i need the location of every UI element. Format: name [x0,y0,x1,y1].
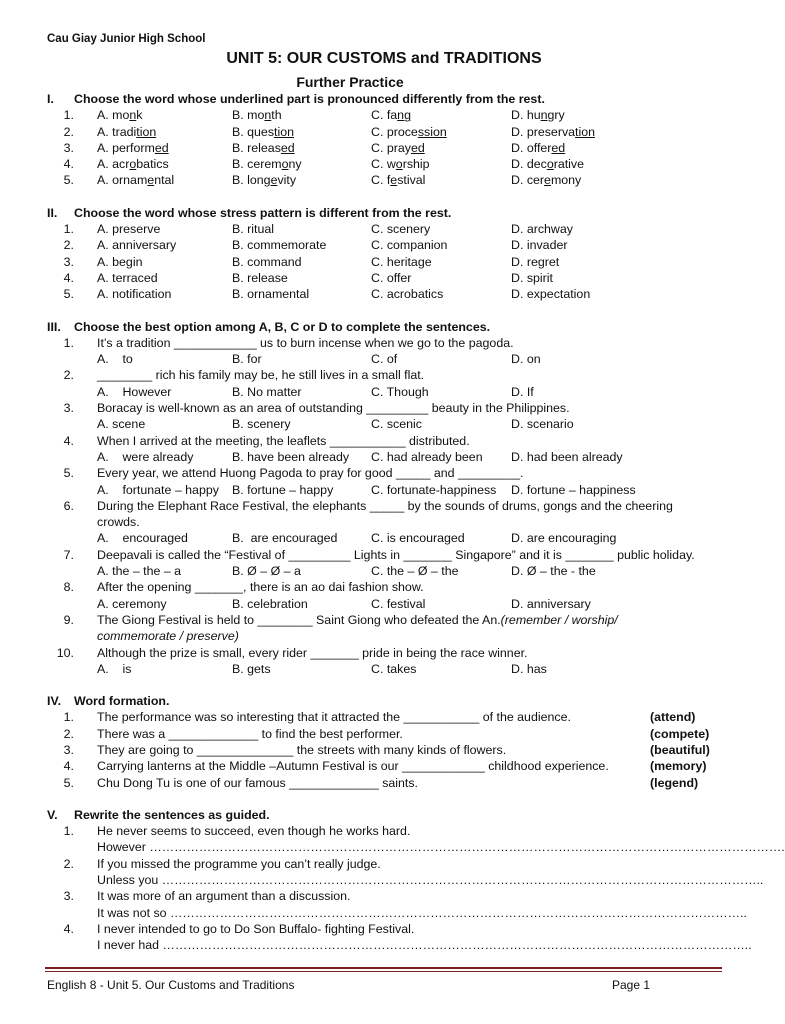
item-number: 8. [63,580,74,595]
word-hint: (attend) [650,710,696,725]
item-number: 1. [63,222,74,237]
option-d: D. fortune – happiness [511,482,636,497]
option-d [511,140,641,156]
item-number: 5. [63,287,74,302]
footer-rule-thin [45,971,722,972]
underlined-part: n [129,108,137,123]
options-row [47,596,727,612]
option-b: B. are encouraged [232,531,338,546]
options-row [47,563,727,579]
item-number: 9. [63,612,74,627]
underlined-part: tion [274,124,295,139]
indent [47,628,97,644]
item-number: 3. [63,889,74,904]
question-text: The performance was so interesting that it attracted the ___________ of the audience. [97,710,571,725]
underlined-part: ed [154,140,169,155]
question-text: They are going to ______________ the streets with many kinds of flowers. [97,742,507,757]
footer-rule [45,967,722,969]
item-number: 2. [63,124,74,139]
heading-text: Choose the word whose stress pattern is different from the rest. [74,205,452,220]
underlined-part: ssion [417,124,447,139]
option-c [371,172,511,188]
option-c: C. companion [371,238,448,253]
question-row-continued [47,514,727,530]
option-c [371,124,511,140]
question-text: Every year, we attend Huong Pagoda to pray for good _____ and _________. [97,466,524,481]
option-b: B. scenery [232,417,291,432]
option-c: C. of [371,352,398,367]
question-text: crowds. [97,515,140,530]
question-text: When I arrived at the meeting, the leaflets ___________ distributed. [97,433,470,448]
option-c [371,107,511,123]
question-row [47,498,727,514]
heading-text: Choose the word whose underlined part is pronounced differently from the rest. [74,92,545,106]
option-b: B. release [232,270,288,285]
item-number: 4. [63,157,74,172]
underlined-part: e [147,173,155,188]
option-d: D. are encouraging [511,531,617,546]
option-a: A. ceremony [97,596,167,611]
question-row [47,124,727,140]
option-text: gry [547,108,565,123]
option-text: A. ornam [97,173,148,188]
option-text: A. acr [97,157,130,172]
option-text: ny [288,157,302,172]
underlined-part: e [390,173,398,188]
option-c: C. heritage [371,254,432,269]
answer-line [47,937,752,953]
section-heading [47,319,727,335]
unit-title: UNIT 5: OUR CUSTOMS and TRADITIONS [226,50,542,67]
option-text: C. w [371,157,396,172]
option-text: k [136,108,143,123]
option-d [511,156,641,172]
option-d: D. archway [511,222,573,237]
options-hint: commemorate / preserve) [97,629,239,644]
subtitle: Further Practice [296,74,404,90]
question-text: If you missed the programme you can’t really judge. [97,856,381,871]
option-a: A. However [97,384,172,399]
question-row [47,758,727,774]
item-number: 3. [63,742,74,757]
question-text: Deepavali is called the “Festival of _________ Lights in _______ Singapore” and it is _______ public holiday. [97,547,695,562]
option-text: C. fa [371,108,398,123]
option-text: ntal [154,173,175,188]
option-a: A. fortunate – happy [97,482,219,497]
question-text: It was more of an argument than a discussion. [97,889,351,904]
option-a: A. preserve [97,222,161,237]
answer-blank: However ………………………………………………………………………………………………………………………………………. [97,840,785,855]
options-row [47,449,727,465]
option-text: C. f [371,173,391,188]
option-c: C. fortunate-happiness [371,482,497,497]
option-b: B. celebration [232,596,308,611]
indent [47,937,97,953]
underlined-part: n [540,108,548,123]
question-row [47,726,727,742]
question-text: After the opening _______, there is an ao dai fashion show. [97,580,424,595]
section-pronunciation [47,91,727,189]
item-number: 4. [63,270,74,285]
question-text: He never seems to succeed, even though he works hard. [97,824,411,839]
indent [47,872,97,888]
option-text: rative [553,157,585,172]
option-text: stival [397,173,426,188]
option-text: A. perform [97,140,155,155]
section-heading [47,693,727,709]
underlined-part: e [270,173,278,188]
answer-line [47,905,747,921]
question-row [47,921,727,937]
underlined-part: ed [280,140,295,155]
option-a: A. is [97,661,132,676]
option-c: C. acrobatics [371,287,444,302]
option-d: D. Ø – the - the [511,564,596,579]
question-text: Carrying lanterns at the Middle –Autumn Festival is our ____________ childhood experience. [97,759,609,774]
option-d: D. spirit [511,270,553,285]
indent [47,482,97,498]
indent [47,563,97,579]
option-b: B. have been already [232,449,350,464]
option-b [232,124,371,140]
option-b [232,172,371,188]
question-row [47,270,727,286]
options-row [47,351,727,367]
option-c: C. the – Ø – the [371,564,459,579]
answer-line [47,839,785,855]
option-text: B. releas [232,140,281,155]
item-number: 4. [63,433,74,448]
option-text: B. mo [232,108,265,123]
option-text: B. long [232,173,271,188]
option-c: C. Though [371,384,429,399]
option-b: B. ornamental [232,287,310,302]
question-row [47,237,727,253]
question-text: I never intended to go to Do Son Buffalo- fighting Festival. [97,921,415,936]
option-a [97,140,232,156]
question-row [47,709,727,725]
option-a: A. notification [97,287,172,302]
content [47,91,785,954]
option-a: A. to [97,352,133,367]
word-hint: (memory) [650,759,707,774]
question-row [47,612,727,628]
option-a: A. encouraged [97,531,188,546]
section-word-formation [47,693,727,791]
option-b [232,156,371,172]
indent [47,596,97,612]
heading-text: Choose the best option among A, B, C or D to complete the sentences. [74,319,491,334]
question-row [47,367,727,383]
question-row [47,823,727,839]
option-d: D. anniversary [511,596,591,611]
option-b: B. ritual [232,222,275,237]
option-b: B. commemorate [232,238,327,253]
question-row [47,400,727,416]
item-number: 2. [63,368,74,383]
indent [47,514,97,530]
item-number: 3. [63,401,74,416]
options-row [47,661,727,677]
question-row [47,856,727,872]
section-multiple-choice [47,319,727,678]
option-c: C. had already been [371,449,483,464]
option-c [371,156,511,172]
item-number: 1. [63,108,74,123]
underlined-part: o [281,157,289,172]
question-row [47,465,727,481]
answer-blank: I never had …………………………………………………………………………………………………………………………….. [97,938,752,953]
answer-line [47,872,764,888]
option-c: C. festival [371,596,426,611]
word-hint: (beautiful) [650,742,710,757]
question-row [47,254,727,270]
question-text: Although the prize is small, every rider _______ pride in being the race winner. [97,645,528,660]
roman-numeral: V. [47,807,58,822]
indent [47,416,97,432]
option-b: B. fortune – happy [232,482,334,497]
option-a: A. the – the – a [97,564,182,579]
heading-text: Rewrite the sentences as guided. [74,807,270,822]
underlined-part: n [264,108,272,123]
underlined-part: e [544,173,551,188]
footer-title: English 8 - Unit 5. Our Customs and Traditions [47,978,295,992]
item-number: 1. [63,824,74,839]
option-text: D. hu [511,108,541,123]
option-text: batics [136,157,169,172]
item-number: 6. [63,498,74,513]
option-b: B. for [232,352,262,367]
option-text: rship [402,157,430,172]
option-a: A. anniversary [97,238,177,253]
question-text: ________ rich his family may be, he still lives in a small flat. [97,368,425,383]
option-d: D. on [511,352,541,367]
question-row [47,547,727,563]
roman-numeral: II. [47,205,58,220]
answer-blank: It was not so ………………………………………………………………………………………………………………………….. [97,905,747,920]
option-text: D. dec [511,157,547,172]
option-d: D. regret [511,254,560,269]
options-row [47,384,727,400]
indent [47,384,97,400]
item-number: 1. [63,710,74,725]
options-hint: (remember / worship/ [500,612,618,627]
indent [47,351,97,367]
question-row-continued [47,628,727,644]
option-a: A. terraced [97,270,158,285]
question-row [47,107,727,123]
item-number: 2. [63,856,74,871]
underlined-part: o [129,157,137,172]
item-number: 5. [63,466,74,481]
question-row [47,645,727,661]
option-text: B. ques [232,124,275,139]
option-text: A. tradi [97,124,137,139]
question-row [47,433,727,449]
item-number: 10. [56,645,74,660]
option-text: vity [277,173,297,188]
indent [47,661,97,677]
item-number: 4. [63,759,74,774]
item-number: 4. [63,921,74,936]
word-hint: (legend) [650,775,699,790]
section-heading [47,807,727,823]
option-b: B. No matter [232,384,302,399]
item-number: 5. [63,775,74,790]
section-heading [47,205,727,221]
indent [47,839,97,855]
underlined-part: ng [397,108,411,123]
roman-numeral: IV. [47,694,62,709]
option-d [511,124,641,140]
option-a [97,172,232,188]
question-row [47,742,727,758]
indent [47,449,97,465]
school-name: Cau Giay Junior High School [47,33,206,45]
item-number: 2. [63,726,74,741]
option-c: C. scenic [371,417,422,432]
question-text: It’s a tradition ____________ us to burn incense when we go to the pagoda. [97,335,514,350]
question-row [47,140,727,156]
option-d [511,107,641,123]
option-text: mony [550,173,582,188]
underlined-part: o [395,157,403,172]
section-stress [47,205,727,303]
page-number: Page 1 [612,978,651,992]
item-number: 2. [63,238,74,253]
underlined-part: ed [410,140,425,155]
options-row [47,530,727,546]
word-hint: (compete) [650,726,710,741]
question-row [47,888,727,904]
option-b: B. command [232,254,302,269]
option-d [511,172,641,188]
option-d: D. If [511,384,534,399]
question-row [47,221,727,237]
option-a: A. were already [97,449,194,464]
option-c: C. takes [371,661,417,676]
question-row [47,286,727,302]
option-text: th [271,108,282,123]
item-number: 3. [63,254,74,269]
question-row [47,775,727,791]
answer-blank: Unless you ……………………………………………………………………………………………………………………………….. [97,873,764,888]
option-text: D. preserva [511,124,576,139]
option-text: C. pray [371,140,411,155]
option-b [232,140,371,156]
roman-numeral: III. [47,319,61,334]
option-text: D. offer [511,140,552,155]
option-d: D. expectation [511,287,591,302]
option-text: D. cer [511,173,545,188]
underlined-part: ed [551,140,566,155]
item-number: 7. [63,547,74,562]
question-row [47,172,727,188]
question-text: Boracay is well-known as an area of outstanding _________ beauty in the Philippines. [97,401,570,416]
option-c: C. offer [371,270,412,285]
indent [47,905,97,921]
option-d: D. scenario [511,417,574,432]
option-a: A. scene [97,417,146,432]
question-text: There was a _____________ to find the best performer. [97,726,403,741]
question-row [47,335,727,351]
underlined-part: o [546,157,554,172]
underlined-part: tion [136,124,157,139]
option-d: D. had been already [511,449,623,464]
options-row [47,482,727,498]
section-heading [47,91,727,107]
option-text: C. proce [371,124,418,139]
heading-text: Word formation. [74,694,170,709]
indent [47,530,97,546]
option-c [371,140,511,156]
question-text: Chu Dong Tu is one of our famous _____________ saints. [97,775,419,790]
option-text: B. cerem [232,157,282,172]
option-b [232,107,371,123]
option-c: C. is encouraged [371,531,465,546]
question-text: During the Elephant Race Festival, the elephants _____ by the sounds of drums, gongs and the cheering [97,498,673,513]
roman-numeral: I. [47,92,54,106]
question-text: The Giong Festival is held to ________ Saint Giong who defeated the An. [97,612,501,627]
option-a: A. begin [97,254,143,269]
option-b: B. gets [232,661,271,676]
options-row [47,416,727,432]
item-number: 1. [63,335,74,350]
section-rewrite [47,807,785,954]
option-b: B. Ø – Ø – a [232,564,301,579]
option-a [97,124,232,140]
option-d: D. has [511,661,547,676]
underlined-part: tion [575,124,596,139]
item-number: 5. [63,173,74,188]
option-a [97,156,232,172]
option-a [97,107,232,123]
option-c: C. scenery [371,222,431,237]
question-row [47,579,727,595]
item-number: 3. [63,140,74,155]
question-row [47,156,727,172]
option-text: A. mo [97,108,130,123]
option-d: D. invader [511,238,568,253]
